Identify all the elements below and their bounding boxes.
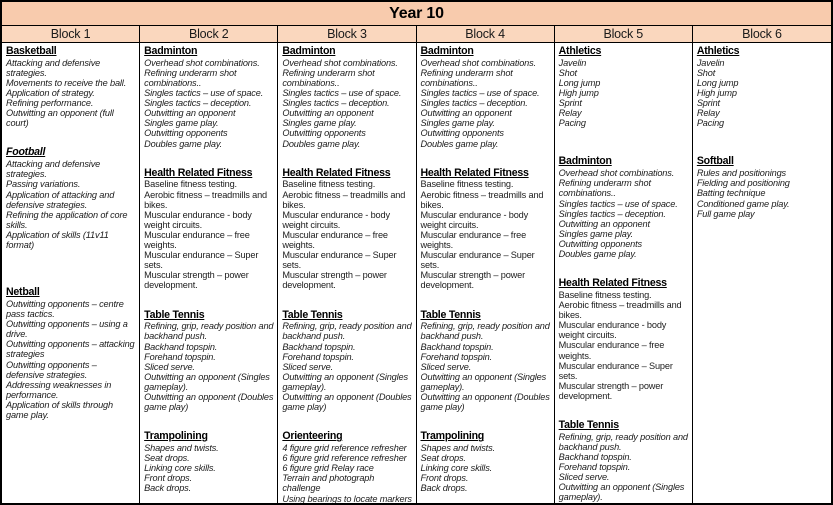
curriculum-item: Refining, grip, ready position and backhand push. bbox=[282, 321, 412, 342]
curriculum-item: Attacking and defensive strategies. bbox=[6, 57, 101, 78]
curriculum-item: Outwitting an opponent (full court) bbox=[6, 108, 114, 129]
section-heading: Athletics bbox=[558, 45, 602, 57]
curriculum-item: Baseline fitness testing. bbox=[144, 179, 237, 190]
curriculum-item: Doubles game play. bbox=[144, 138, 222, 149]
curriculum-item: 6 figure grid Relay race bbox=[282, 463, 374, 474]
section-gap bbox=[697, 128, 828, 155]
curriculum-item: Singles game play. bbox=[420, 118, 495, 129]
curriculum-item: Sprint bbox=[696, 98, 720, 109]
section-heading: Orienteering bbox=[282, 430, 343, 443]
curriculum-item: Singles game play. bbox=[558, 228, 633, 239]
curriculum-item: Overhead shot combinations. bbox=[558, 168, 675, 179]
curriculum-item: Outwitting an opponent bbox=[558, 218, 650, 229]
curriculum-item: Outwitting an opponent bbox=[420, 108, 512, 119]
curriculum-item: Shapes and twists. bbox=[420, 442, 495, 453]
curriculum-item: Shot bbox=[696, 67, 716, 78]
curriculum-item: Singles game play. bbox=[144, 118, 219, 129]
curriculum-item: Outwitting opponents – defensive strategies. bbox=[6, 359, 97, 380]
table-body-row bbox=[2, 43, 831, 503]
curriculum-item: Javelin bbox=[696, 57, 725, 68]
curriculum-item: Pacing bbox=[696, 118, 725, 129]
curriculum-item: Outwitting opponents bbox=[282, 128, 366, 139]
block-cell-4 bbox=[417, 43, 555, 503]
section-gap bbox=[144, 412, 274, 430]
curriculum-item: Singles tactics – deception. bbox=[420, 98, 528, 109]
curriculum-item: Singles tactics – use of space. bbox=[144, 88, 264, 99]
curriculum-item: Doubles game play. bbox=[420, 138, 499, 149]
curriculum-item: Sliced serve. bbox=[282, 361, 333, 372]
curriculum-item: Singles tactics – use of space. bbox=[558, 198, 678, 209]
curriculum-item: High jump bbox=[696, 88, 737, 99]
curriculum-item: Backhand topspin. bbox=[558, 451, 632, 462]
curriculum-item: Aerobic fitness – treadmills and bikes. bbox=[558, 299, 682, 321]
section-heading: Table Tennis bbox=[558, 419, 619, 432]
curriculum-item: Doubles game play. bbox=[558, 249, 637, 260]
curriculum-item: Application of skills through game play. bbox=[6, 399, 113, 421]
section-gap bbox=[421, 149, 551, 167]
curriculum-item: Movements to receive the ball. bbox=[6, 77, 127, 88]
curriculum-item: Pacing bbox=[558, 118, 586, 129]
block-header-1: Block 1 bbox=[2, 26, 140, 42]
curriculum-item: Muscular strength – power development. bbox=[282, 270, 387, 291]
curriculum-item: Muscular endurance - body weight circuits. bbox=[420, 209, 529, 230]
curriculum-item: Refining the application of core skills. bbox=[6, 209, 128, 230]
curriculum-item: Muscular endurance – free weights. bbox=[558, 340, 665, 361]
section-heading: Badminton bbox=[558, 155, 612, 168]
section-gap bbox=[559, 401, 689, 419]
section-heading: Athletics bbox=[696, 45, 740, 57]
curriculum-item: Singles tactics – deception. bbox=[282, 98, 390, 109]
curriculum-item: Linking core skills. bbox=[420, 463, 493, 474]
section-gap bbox=[282, 291, 412, 309]
curriculum-item: Outwitting opponents – using a drive. bbox=[6, 319, 128, 340]
section-gap bbox=[421, 412, 551, 430]
section-heading: Table Tennis bbox=[144, 308, 205, 321]
curriculum-item: Using bearings to locate markers bbox=[282, 493, 412, 503]
curriculum-item: Muscular strength – power development. bbox=[144, 270, 249, 291]
section-heading: Football bbox=[6, 146, 46, 159]
curriculum-item: Sprint bbox=[558, 98, 582, 109]
curriculum-item: Backhand topspin. bbox=[282, 341, 356, 352]
curriculum-item: Muscular endurance – Super sets. bbox=[144, 250, 259, 271]
curriculum-item: Passing variations. bbox=[6, 179, 81, 190]
curriculum-item: Outwitting an opponent (Doubles game play) bbox=[144, 392, 274, 413]
curriculum-item: Refining underarm shot combinations.. bbox=[282, 67, 375, 88]
curriculum-item: Application of skills (11v11 format) bbox=[6, 229, 109, 251]
curriculum-item: Muscular endurance - body weight circuits. bbox=[282, 209, 390, 230]
curriculum-item: Back drops. bbox=[144, 483, 192, 494]
curriculum-item: Outwitting an opponent (Singles gameplay). bbox=[144, 371, 270, 392]
curriculum-item: Conditioned game play. bbox=[696, 198, 790, 209]
block-cell-3 bbox=[278, 43, 416, 503]
curriculum-item: Singles tactics – deception. bbox=[144, 98, 252, 109]
curriculum-item: Long jump bbox=[696, 77, 739, 88]
curriculum-item: Forehand topspin. bbox=[420, 351, 493, 362]
curriculum-item: Singles tactics – deception. bbox=[558, 208, 666, 219]
block-header-2: Block 2 bbox=[140, 26, 278, 42]
block-cell-6 bbox=[693, 43, 831, 503]
curriculum-item: Outwitting an opponent (Doubles game play) bbox=[282, 392, 412, 413]
curriculum-item: Baseline fitness testing. bbox=[558, 289, 652, 300]
curriculum-item: Forehand topspin. bbox=[558, 462, 631, 473]
curriculum-item: Aerobic fitness – treadmills and bikes. bbox=[144, 189, 268, 210]
block-header-6: Block 6 bbox=[693, 26, 831, 42]
section-heading: Badminton bbox=[420, 45, 474, 57]
curriculum-item: Forehand topspin. bbox=[282, 351, 354, 362]
curriculum-item: Muscular strength – power development. bbox=[420, 270, 526, 291]
curriculum-item: Aerobic fitness – treadmills and bikes. bbox=[420, 189, 544, 210]
curriculum-item: Refining underarm shot combinations.. bbox=[558, 178, 651, 199]
section-heading: Health Related Fitness bbox=[420, 166, 529, 179]
curriculum-item: Muscular endurance – Super sets. bbox=[282, 250, 397, 271]
curriculum-item: Muscular endurance – free weights. bbox=[144, 229, 250, 251]
year-title: Year 10 bbox=[2, 2, 831, 26]
curriculum-item: Long jump bbox=[558, 77, 601, 88]
section-gap bbox=[421, 291, 551, 309]
curriculum-item: Outwitting opponents bbox=[558, 238, 642, 249]
curriculum-item: Javelin bbox=[558, 57, 587, 68]
block-header-row bbox=[2, 26, 831, 43]
curriculum-item: Muscular endurance – free weights. bbox=[420, 229, 527, 251]
block-header-4: Block 4 bbox=[417, 26, 555, 42]
curriculum-item: Fielding and positioning bbox=[696, 178, 790, 189]
curriculum-item: Singles game play. bbox=[282, 118, 357, 129]
block-header-5: Block 5 bbox=[555, 26, 693, 42]
curriculum-item: Application of attacking and defensive strategies. bbox=[6, 189, 115, 210]
curriculum-item: Refining underarm shot combinations.. bbox=[144, 67, 237, 88]
curriculum-item: Overhead shot combinations. bbox=[282, 57, 398, 68]
curriculum-item: Muscular endurance – Super sets. bbox=[558, 360, 673, 381]
curriculum-item: Muscular endurance - body weight circuits. bbox=[144, 209, 252, 230]
curriculum-item: Muscular endurance - body weight circuits. bbox=[558, 320, 667, 341]
curriculum-item: Seat drops. bbox=[420, 453, 466, 464]
section-heading: Basketball bbox=[6, 45, 57, 57]
curriculum-item: Relay bbox=[558, 108, 582, 119]
curriculum-item: Muscular endurance – Super sets. bbox=[420, 250, 535, 271]
curriculum-item: Forehand topspin. bbox=[144, 351, 216, 362]
curriculum-item: Refining, grip, ready position and backhand push. bbox=[420, 321, 550, 342]
curriculum-item: Outwitting an opponent bbox=[282, 108, 374, 119]
section-heading: Table Tennis bbox=[282, 308, 343, 321]
section-gap bbox=[282, 412, 412, 430]
curriculum-item: Muscular strength – power development. bbox=[558, 380, 664, 401]
curriculum-item: Sliced serve. bbox=[420, 361, 472, 372]
curriculum-item: Shapes and twists. bbox=[144, 442, 219, 453]
curriculum-item: Outwitting an opponent bbox=[144, 108, 236, 119]
section-heading: Trampolining bbox=[420, 430, 485, 443]
curriculum-item: Linking core skills. bbox=[144, 463, 216, 474]
section-heading: Table Tennis bbox=[420, 308, 481, 321]
section-gap bbox=[144, 149, 274, 167]
curriculum-item: 6 figure grid reference refresher bbox=[282, 453, 407, 464]
curriculum-item: Full game play bbox=[696, 208, 755, 219]
block-cell-1 bbox=[2, 43, 140, 503]
section-heading: Health Related Fitness bbox=[144, 166, 253, 179]
curriculum-item: Overhead shot combinations. bbox=[144, 57, 260, 68]
curriculum-item: Outwitting opponents – attacking strategies bbox=[6, 339, 135, 360]
section-gap bbox=[559, 128, 689, 155]
curriculum-item: Rules and positionings bbox=[696, 168, 786, 179]
curriculum-item: Refining performance. bbox=[6, 98, 94, 109]
curriculum-item: Outwitting an opponent (Singles gameplay). bbox=[558, 482, 685, 503]
curriculum-item: Outwitting opponents bbox=[420, 128, 504, 139]
curriculum-item: Attacking and defensive strategies. bbox=[6, 159, 101, 180]
curriculum-item: 4 figure grid reference refresher bbox=[282, 442, 407, 453]
curriculum-item: Sliced serve. bbox=[144, 361, 195, 372]
curriculum-item: Relay bbox=[696, 108, 720, 119]
block-cell-5 bbox=[555, 43, 693, 503]
curriculum-item: Baseline fitness testing. bbox=[282, 179, 376, 190]
curriculum-item: Outwitting an opponent (Singles gameplay). bbox=[282, 371, 408, 392]
section-gap bbox=[6, 250, 136, 286]
curriculum-item: Outwitting opponents – centre pass tactics. bbox=[6, 298, 124, 319]
curriculum-item: Singles tactics – use of space. bbox=[282, 88, 402, 99]
section-gap bbox=[282, 149, 412, 167]
curriculum-item: Terrain and photograph challenge bbox=[282, 473, 375, 494]
curriculum-item: Aerobic fitness – treadmills and bikes. bbox=[282, 189, 406, 210]
curriculum-item: Batting technique bbox=[696, 188, 766, 199]
section-heading: Health Related Fitness bbox=[558, 277, 667, 290]
curriculum-item: Baseline fitness testing. bbox=[420, 179, 514, 190]
curriculum-item: Doubles game play. bbox=[282, 138, 361, 149]
curriculum-item: Shot bbox=[558, 67, 577, 78]
curriculum-item: Refining, grip, ready position and backhand push. bbox=[144, 321, 274, 342]
curriculum-item: Front drops. bbox=[420, 473, 469, 484]
curriculum-item: Backhand topspin. bbox=[144, 341, 218, 352]
curriculum-item: Application of strategy. bbox=[6, 88, 95, 99]
curriculum-item: Seat drops. bbox=[144, 453, 190, 464]
curriculum-item: Refining, grip, ready position and backhand push. bbox=[558, 431, 688, 452]
curriculum-item: Singles tactics – use of space. bbox=[420, 88, 540, 99]
section-heading: Trampolining bbox=[144, 430, 208, 443]
curriculum-item: Backhand topspin. bbox=[420, 341, 494, 352]
section-gap bbox=[559, 259, 689, 277]
section-heading: Badminton bbox=[282, 45, 336, 57]
section-heading: Softball bbox=[696, 155, 734, 168]
curriculum-item: Overhead shot combinations. bbox=[420, 57, 536, 68]
section-gap bbox=[6, 128, 136, 146]
section-heading: Badminton bbox=[144, 45, 198, 57]
section-gap bbox=[144, 291, 274, 309]
curriculum-item: Outwitting an opponent (Singles gameplay). bbox=[420, 371, 547, 392]
curriculum-item: Back drops. bbox=[420, 483, 468, 494]
block-header-3: Block 3 bbox=[278, 26, 416, 42]
curriculum-item: Outwitting opponents bbox=[144, 128, 228, 139]
section-heading: Health Related Fitness bbox=[282, 166, 391, 179]
curriculum-item: Front drops. bbox=[144, 473, 192, 484]
curriculum-item: Muscular endurance – free weights. bbox=[282, 229, 388, 251]
curriculum-item: Sliced serve. bbox=[558, 472, 610, 483]
curriculum-item: Addressing weaknesses in performance. bbox=[6, 379, 112, 400]
curriculum-item: High jump bbox=[558, 88, 599, 99]
section-heading: Netball bbox=[6, 286, 40, 299]
block-cell-2 bbox=[140, 43, 278, 503]
curriculum-item: Refining underarm shot combinations.. bbox=[420, 67, 513, 88]
curriculum-item: Outwitting an opponent (Doubles game play) bbox=[420, 392, 550, 413]
